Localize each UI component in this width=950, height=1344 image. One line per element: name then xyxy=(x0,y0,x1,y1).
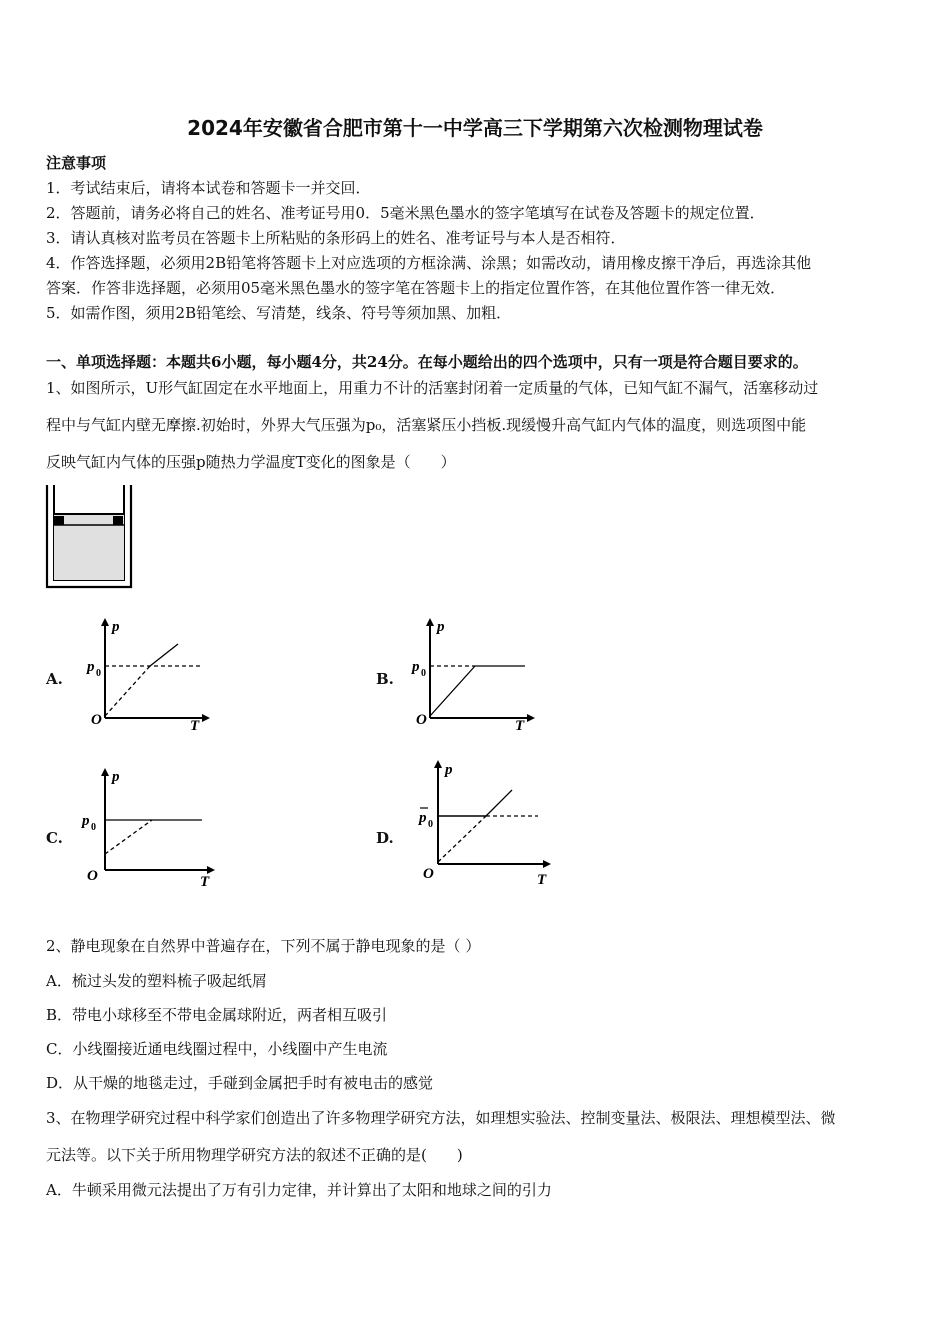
q3-stem-line1: 3、在物理学研究过程中科学家们创造出了许多物理学研究方法，如理想实验法、控制变量法、极限法、理想模型法、微 xyxy=(46,1109,836,1127)
axis-p-label: p xyxy=(112,769,120,785)
stopper-left xyxy=(54,516,64,525)
option-label-d: D. xyxy=(376,829,394,847)
notice-item: 4．作答选择题，必须用2B铅笔将答题卡上对应选项的方框涂满、涂黑；如需改动，请用橡皮擦干净后，再选涂其他 xyxy=(46,254,812,272)
notice-heading: 注意事项 xyxy=(46,154,107,172)
q1-stem-line2: 程中与气缸内壁无摩擦.初始时，外界大气压强为p₀，活塞紧压小挡板.现缓慢升高气缸内气体的温度，则选项图中能 xyxy=(46,416,807,434)
q2-option-a: A．梳过头发的塑料梳子吸起纸屑 xyxy=(46,972,267,990)
axis-p-label: p xyxy=(437,619,445,635)
notice-item: 2．答题前，请务必将自己的姓名、准考证号用0．5毫米黑色墨水的签字笔填写在试卷及答题卡的规定位置． xyxy=(46,204,765,222)
origin-label: O xyxy=(91,712,102,728)
p0-subscript: 0 xyxy=(421,668,426,679)
cylinder-figure xyxy=(44,482,134,590)
q2-option-b: B．带电小球移至不带电金属球附近，两者相互吸引 xyxy=(46,1006,388,1024)
origin-label: O xyxy=(416,712,427,728)
graph-a xyxy=(80,614,220,738)
p0-label: p xyxy=(82,813,90,829)
section-heading: 一、单项选择题：本题共6小题，每小题4分，共24分。在每小题给出的四个选项中，只有一项是符合题目要求的。 xyxy=(46,353,808,371)
axis-t-label: T xyxy=(537,872,547,888)
origin-label: O xyxy=(423,866,434,882)
axis-t-label: T xyxy=(200,874,210,890)
q3-option-a: A．牛顿采用微元法提出了万有引力定律，并计算出了太阳和地球之间的引力 xyxy=(46,1181,552,1199)
q2-stem: 2、静电现象在自然界中普遍存在，下列不属于静电现象的是（ ） xyxy=(46,937,481,955)
notice-item: 答案．作答非选择题，必须用05毫米黑色墨水的签字笔在答题卡上的指定位置作答，在其他位置作答一律无效． xyxy=(46,279,786,297)
origin-label: O xyxy=(87,868,98,884)
option-label-c: C. xyxy=(46,829,63,847)
graph-c xyxy=(80,764,220,892)
option-label-a: A. xyxy=(46,670,63,688)
q2-option-d: D．从干燥的地毯走过，手碰到金属把手时有被电击的感觉 xyxy=(46,1074,434,1092)
option-label-b: B. xyxy=(376,670,394,688)
axis-p-label: p xyxy=(112,619,120,635)
p0-label: p xyxy=(419,810,427,826)
axis-t-label: T xyxy=(190,718,200,734)
notice-item: 1．考试结束后，请将本试卷和答题卡一并交回． xyxy=(46,179,371,197)
p0-label: p xyxy=(412,659,420,675)
stopper-right xyxy=(113,516,123,525)
axis-p-label: p xyxy=(445,762,453,778)
p0-subscript: 0 xyxy=(96,668,101,679)
q2-option-c: C．小线圈接近通电线圈过程中，小线圈中产生电流 xyxy=(46,1040,388,1058)
q1-stem-line1: 1、如图所示，U形气缸固定在水平地面上，用重力不计的活塞封闭着一定质量的气体，已知气缸不漏气，活塞移动过 xyxy=(46,379,819,397)
axis-t-label: T xyxy=(515,718,525,734)
p0-label: p xyxy=(87,659,95,675)
q1-stem-line3: 反映气缸内气体的压强p随热力学温度T变化的图象是（ ） xyxy=(46,453,456,471)
page-title: 2024年安徽省合肥市第十一中学高三下学期第六次检测物理试卷 xyxy=(187,116,763,140)
p0-subscript: 0 xyxy=(428,819,433,830)
p0-subscript: 0 xyxy=(91,822,96,833)
notice-item: 3．请认真核对监考员在答题卡上所粘贴的条形码上的姓名、准考证号与本人是否相符． xyxy=(46,229,626,247)
graph-b xyxy=(405,614,545,738)
notice-item: 5．如需作图，须用2B铅笔绘、写清楚，线条、符号等须加黑、加粗． xyxy=(46,304,512,322)
graph-d xyxy=(408,756,558,890)
q3-stem-line2: 元法等。以下关于所用物理学研究方法的叙述不正确的是( ) xyxy=(46,1146,463,1164)
